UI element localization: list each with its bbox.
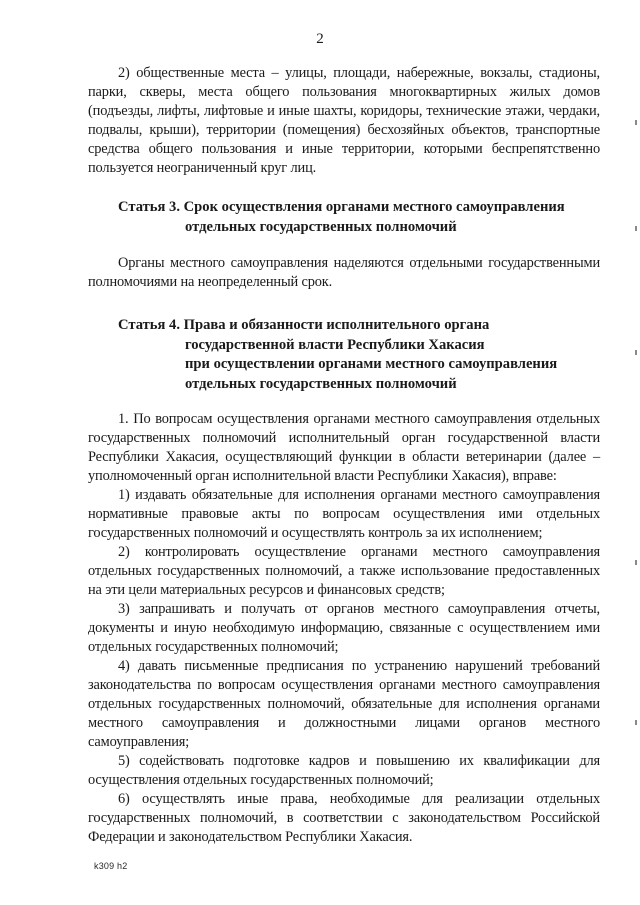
article-4-title-line-4: отдельных государственных полномочий [185, 375, 457, 392]
article-4-title-line-2: государственной власти Республики Хакасия [185, 336, 485, 353]
page-number: 2 [316, 31, 324, 47]
article-3-title-line-2: отдельных государственных полномочий [185, 218, 457, 235]
article-3-title-line-1: Статья 3. Срок осуществления органами местного самоуправления [118, 199, 565, 215]
article-3-heading [88, 198, 600, 237]
scan-margin-mark [635, 120, 637, 125]
article-4-title-line-1: Статья 4. Права и обязанности исполнительного органа [118, 317, 490, 333]
article-4-heading [88, 316, 600, 394]
article-4-item-2: 2) контролировать осуществление органами местного самоуправления отдельных государственных полномочий, а также использование предоставленных на эти цели материальных ресурсов и финансовых средств; [88, 544, 600, 598]
article-4-item-3: 3) запрашивать и получать от органов местного самоуправления отчеты, документы и иную необходимую информацию, связанные с осуществлением ими отдельных государственных полномочий; [88, 601, 600, 655]
page-content [88, 64, 600, 847]
scan-margin-mark [635, 720, 637, 725]
scan-margin-mark [635, 560, 637, 565]
paragraph-public-places: 2) общественные места – улицы, площади, набережные, вокзалы, стадионы, парки, скверы, места общего пользования многоквартирных жилых домов (подъезды, лифты, лифтовые и иные шахты, коридоры, технические этажи, чердаки, подвалы, крыши), территории (помещения) бесхозяйных объектов, транспортные средства общего пользования и иные территории, которыми беспрепятственно пользуется неограниченный круг лиц. [88, 65, 600, 176]
document-footer-code: k309 h2 [94, 861, 128, 871]
article-4-item-5: 5) содействовать подготовке кадров и повышению их квалификации для осуществления отдельных государственных полномочий; [88, 753, 600, 788]
article-4-item-1: 1) издавать обязательные для исполнения органами местного самоуправления нормативные правовые акты по вопросам осуществления ими отдельных государственных полномочий и осуществлять контроль за их исполнением; [88, 487, 600, 541]
scan-margin-mark [635, 226, 637, 231]
article-3-text: Органы местного самоуправления наделяются отдельными государственными полномочиями на неопределенный срок. [88, 255, 600, 290]
article-4-title-line-3: при осуществлении органами местного самоуправления [185, 356, 558, 372]
article-4-item-6: 6) осуществлять иные права, необходимые для реализации отдельных государственных полномочий, в соответствии с законодательством Российской Федерации и законодательством Республики Хакасия. [88, 791, 600, 845]
article-4-item-4: 4) давать письменные предписания по устранению нарушений требований законодательства по вопросам осуществления органами местного самоуправления отдельных государственных полномочий, обязательные для исполнения органами местного самоуправления и должностными лицами органов местного самоуправления; [88, 658, 600, 750]
scan-margin-mark [635, 350, 637, 355]
article-4-intro: 1. По вопросам осуществления органами местного самоуправления отдельных государственных полномочий исполнительный орган государственной власти Республики Хакасия, осуществляющий функции в области ветеринарии (далее – уполномоченный орган исполнительной власти Республики Хакасия), вправе: [88, 411, 600, 484]
